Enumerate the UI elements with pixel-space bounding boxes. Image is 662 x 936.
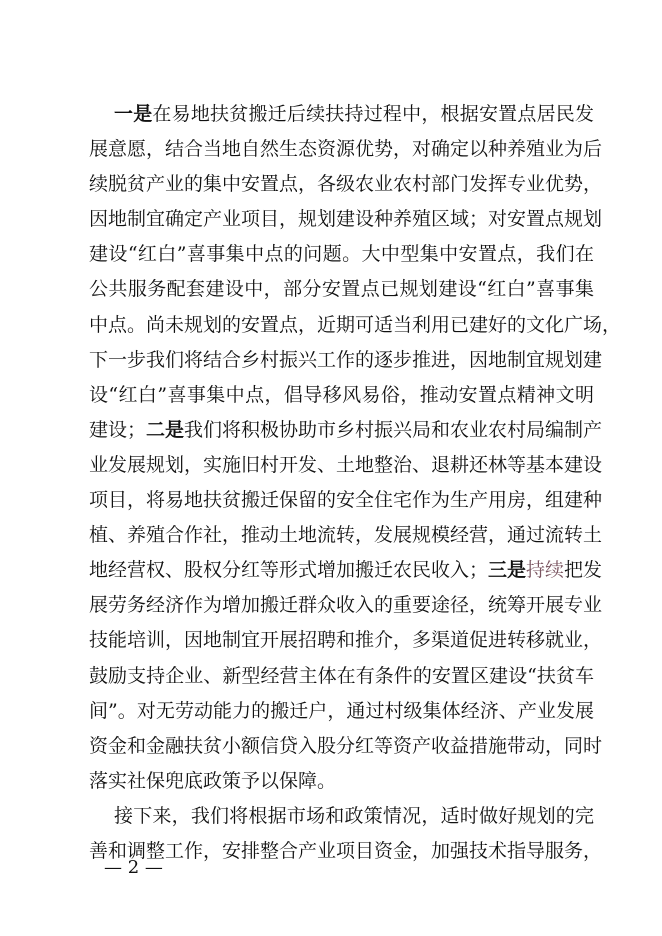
paragraph-line	[89, 413, 603, 448]
paragraph-line: 建设“红白”喜事集中点的问题。大中型集中安置点，我们在	[89, 243, 594, 266]
line-text: 建设；	[89, 418, 147, 441]
indent	[89, 103, 114, 125]
line-text: 把发	[564, 559, 603, 582]
body-text	[89, 97, 622, 869]
paragraph-line	[89, 799, 594, 834]
point-three-marker: 三是	[488, 559, 527, 582]
paragraph-line	[89, 553, 603, 588]
paragraph-line: 展劳务经济作为增加搬迁群众收入的重要途径，统筹开展专业	[89, 594, 603, 617]
paragraph-line: 植、养殖合作社，推动土地流转，发展规模经营，通过流转土	[89, 524, 603, 547]
point-two-marker: 二是	[146, 418, 185, 441]
paragraph-line: 间”。对无劳动能力的搬迁户，通过村级集体经济、产业发展	[89, 699, 594, 722]
paragraph-line: 续脱贫产业的集中安置点，各级农业农村部门发挥专业优势，	[89, 173, 603, 196]
line-text: 地经营权、股权分红等形式增加搬迁农民收入；	[89, 559, 489, 582]
paragraph-line-last: 落实社保兜底政策予以保障。	[89, 769, 337, 792]
indent	[89, 805, 114, 827]
paragraph-line: 下一步我们将结合乡村振兴工作的逐步推进，因地制宜规划建	[89, 348, 603, 371]
paragraph-line: 资金和金融扶贫小额信贷入股分红等资产收益措施带动，同时	[89, 734, 603, 757]
highlighted-word: 持续	[526, 559, 565, 582]
paragraph-line: 公共服务配套建设中，部分安置点已规划建设“红白”喜事集	[89, 278, 594, 301]
line-text: 接下来，我们将根据市场和政策情况，适时做好规划的完	[114, 804, 594, 827]
paragraph-line: 善和调整工作，安排整合产业项目资金，加强技术指导服务，	[89, 839, 603, 862]
paragraph-line: 因地制宜确定产业项目，规划建设种养殖区域；对安置点规划	[89, 208, 603, 231]
page-number: — 2 —	[104, 857, 163, 878]
paragraph-line: 展意愿，结合当地自然生态资源优势，对确定以种养殖业为后	[89, 138, 603, 161]
point-one-marker: 一是	[114, 103, 153, 125]
line-text: 我们将积极协助市乡村振兴局和农业农村局编制产	[184, 418, 603, 441]
paragraph-line: 设“红白”喜事集中点，倡导移风易俗，推动安置点精神文明	[89, 383, 594, 406]
paragraph-line: 鼓励支持企业、新型经营主体在有条件的安置区建设“扶贫车	[89, 664, 594, 687]
paragraph-line: 业发展规划，实施旧村开发、土地整治、退耕还林等基本建设	[89, 453, 603, 476]
line-text: 在易地扶贫搬迁后续扶持过程中，根据安置点居民发	[152, 103, 594, 125]
paragraph-line: 中点。尚未规划的安置点，近期可适当利用已建好的文化广场，	[89, 313, 622, 336]
paragraph-line: 项目，将易地扶贫搬迁保留的安全住宅作为生产用房，组建种	[89, 489, 603, 512]
paragraph-line	[89, 97, 594, 132]
paragraph-line: 技能培训，因地制宜开展招聘和推介，多渠道促进转移就业，	[89, 629, 603, 652]
